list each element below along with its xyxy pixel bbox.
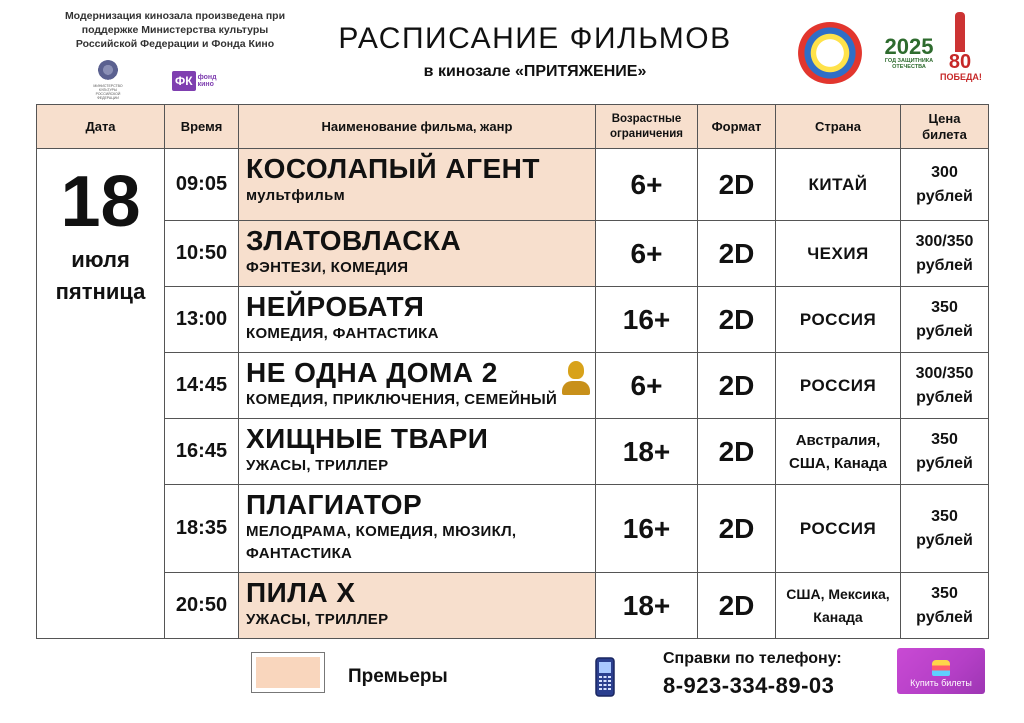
film-cell <box>239 419 596 485</box>
ticket-price <box>901 419 989 485</box>
price-amount: 350 <box>931 298 958 316</box>
film-format: 2D <box>698 573 776 639</box>
price-currency: рублей <box>916 388 973 406</box>
film-title: ПЛАГИАТОР <box>246 489 423 520</box>
victory-text: ПОБЕДА! <box>940 72 982 82</box>
film-title: НЕЙРОБАТЯ <box>246 291 425 322</box>
page-title: РАСПИСАНИЕ ФИЛЬМОВ <box>338 22 732 55</box>
show-time: 09:05 <box>165 149 239 221</box>
film-cell <box>239 573 596 639</box>
price-amount: 350 <box>931 507 958 525</box>
table-row <box>37 221 989 287</box>
header-price-line: Цена <box>928 110 961 126</box>
film-genre: ФЭНТЕЗИ, КОМЕДИЯ <box>246 259 409 276</box>
header-age-line: ограничения <box>609 127 684 140</box>
header-film: Наименование фильма, жанр <box>239 105 596 149</box>
price-amount: 300 <box>931 163 958 181</box>
date-day-number: 18 <box>60 162 141 242</box>
ticket-price <box>901 221 989 287</box>
premiere-legend-label: Премьеры <box>348 666 448 687</box>
film-country: РОССИЯ <box>776 287 901 353</box>
film-cell <box>239 353 596 419</box>
fk-text: фонд кино <box>197 74 217 88</box>
ticket-price <box>901 485 989 573</box>
motherland-statue-icon <box>955 12 965 52</box>
price-amount: 300/350 <box>915 364 974 382</box>
age-rating: 6+ <box>596 221 698 287</box>
price-amount: 350 <box>931 584 958 602</box>
date-month: июля <box>71 247 130 272</box>
show-time: 10:50 <box>165 221 239 287</box>
table-row <box>37 485 989 573</box>
film-format: 2D <box>698 419 776 485</box>
film-country <box>776 573 901 639</box>
country-line: США, Канада <box>788 454 888 472</box>
header-time: Время <box>165 105 239 149</box>
show-time: 20:50 <box>165 573 239 639</box>
price-currency: рублей <box>916 322 973 340</box>
show-time: 13:00 <box>165 287 239 353</box>
table-row <box>37 287 989 353</box>
price-currency: рублей <box>916 608 973 626</box>
film-genre: УЖАСЫ, ТРИЛЛЕР <box>246 457 389 474</box>
film-format: 2D <box>698 485 776 573</box>
film-cell <box>239 149 596 221</box>
film-country: ЧЕХИЯ <box>776 221 901 287</box>
shopping-bag-icon <box>932 660 950 676</box>
country-line: США, Мексика, <box>786 585 890 602</box>
page-subtitle: в кинозале «ПРИТЯЖЕНИЕ» <box>423 63 647 80</box>
film-format: 2D <box>698 149 776 221</box>
ticket-price <box>901 573 989 639</box>
phone-number[interactable]: 8-923-334-89-03 <box>663 673 835 698</box>
age-rating: 6+ <box>596 149 698 221</box>
buy-tickets-button[interactable] <box>897 648 985 694</box>
film-country: РОССИЯ <box>776 485 901 573</box>
header-price <box>901 105 989 149</box>
premiere-legend-swatch <box>251 652 325 693</box>
film-genre: КОМЕДИЯ, ФАНТАСТИКА <box>246 325 439 342</box>
fond-kino-logo <box>172 71 224 91</box>
film-cell <box>239 485 596 573</box>
phone-info-label: Справки по телефону: <box>663 650 842 667</box>
film-title: НЕ ОДНА ДОМА 2 <box>246 357 498 388</box>
table-row <box>37 573 989 639</box>
price-currency: рублей <box>916 531 973 549</box>
mobile-phone-icon <box>592 656 618 698</box>
country-line: Австралия, <box>795 431 881 449</box>
film-format: 2D <box>698 353 776 419</box>
film-genre: МЕЛОДРАМА, КОМЕДИЯ, МЮЗИКЛ, ФАНТАСТИКА <box>246 523 517 562</box>
year-caption: ГОД ЗАЩИТНИКА ОТЕЧЕСТВА <box>884 58 934 70</box>
age-rating: 18+ <box>596 419 698 485</box>
sponsor-text <box>40 9 310 51</box>
table-row <box>37 419 989 485</box>
sponsor-line: Модернизация кинозала произведена при <box>64 10 286 22</box>
ticket-price <box>901 149 989 221</box>
header-format: Формат <box>698 105 776 149</box>
table-row <box>37 149 989 221</box>
price-amount: 350 <box>931 430 958 448</box>
bust-body <box>562 381 590 395</box>
table-header-row <box>37 105 989 149</box>
buy-tickets-label: Купить билеты <box>910 677 972 688</box>
header-country: Страна <box>776 105 901 149</box>
show-time: 14:45 <box>165 353 239 419</box>
year-defender-logo <box>880 36 938 70</box>
show-time: 18:35 <box>165 485 239 573</box>
ministry-culture-logo <box>90 60 126 100</box>
victory-80-logo <box>940 12 980 90</box>
film-title: КОСОЛАПЫЙ АГЕНТ <box>246 153 541 184</box>
film-format: 2D <box>698 287 776 353</box>
fk-mark: ФК <box>172 71 196 91</box>
film-country: КИТАЙ <box>776 149 901 221</box>
header-age-line: Возрастные <box>611 112 682 125</box>
price-currency: рублей <box>916 187 973 205</box>
film-title: ХИЩНЫЕ ТВАРИ <box>246 423 489 454</box>
sponsor-line: поддержке Министерства культуры <box>81 24 269 36</box>
film-title: ЗЛАТОВЛАСКА <box>246 225 462 256</box>
bust-head <box>568 361 584 379</box>
victory-number: 80 <box>948 51 972 73</box>
date-weekday: пятница <box>55 279 146 304</box>
film-country: РОССИЯ <box>776 353 901 419</box>
legend-color <box>256 657 320 688</box>
price-amount: 300/350 <box>915 232 974 250</box>
age-rating: 16+ <box>596 485 698 573</box>
film-genre: мультфильм <box>246 187 346 204</box>
price-currency: рублей <box>916 256 973 274</box>
ticket-price <box>901 287 989 353</box>
age-rating: 16+ <box>596 287 698 353</box>
header-date: Дата <box>37 105 165 149</box>
cinema-logo-icon <box>797 22 863 84</box>
sponsor-line: Российской Федерации и Фонда Кино <box>75 38 275 50</box>
film-cell <box>239 221 596 287</box>
mobile-phone-svg <box>592 656 618 698</box>
year-number: 2025 <box>884 34 934 59</box>
show-time: 16:45 <box>165 419 239 485</box>
schedule-table <box>36 104 989 639</box>
film-country <box>776 419 901 485</box>
table-row <box>37 353 989 419</box>
country-line: Канада <box>813 608 863 625</box>
header-price-line: билета <box>922 126 967 142</box>
ticket-price <box>901 353 989 419</box>
age-rating: 6+ <box>596 353 698 419</box>
film-cell <box>239 287 596 353</box>
film-genre: УЖАСЫ, ТРИЛЛЕР <box>246 611 389 628</box>
header-age <box>596 105 698 149</box>
ministry-caption: МИНИСТЕРСТВО КУЛЬТУРЫ РОССИЙСКОЙ ФЕДЕРАЦИИ <box>93 84 123 100</box>
film-format: 2D <box>698 221 776 287</box>
golden-bust-icon <box>561 361 591 397</box>
price-currency: рублей <box>916 454 973 472</box>
eagle-emblem-icon <box>97 60 119 82</box>
date-cell <box>37 149 165 639</box>
film-genre: КОМЕДИЯ, ПРИКЛЮЧЕНИЯ, СЕМЕЙНЫЙ <box>246 391 558 408</box>
film-title: ПИЛА X <box>246 577 356 608</box>
age-rating: 18+ <box>596 573 698 639</box>
